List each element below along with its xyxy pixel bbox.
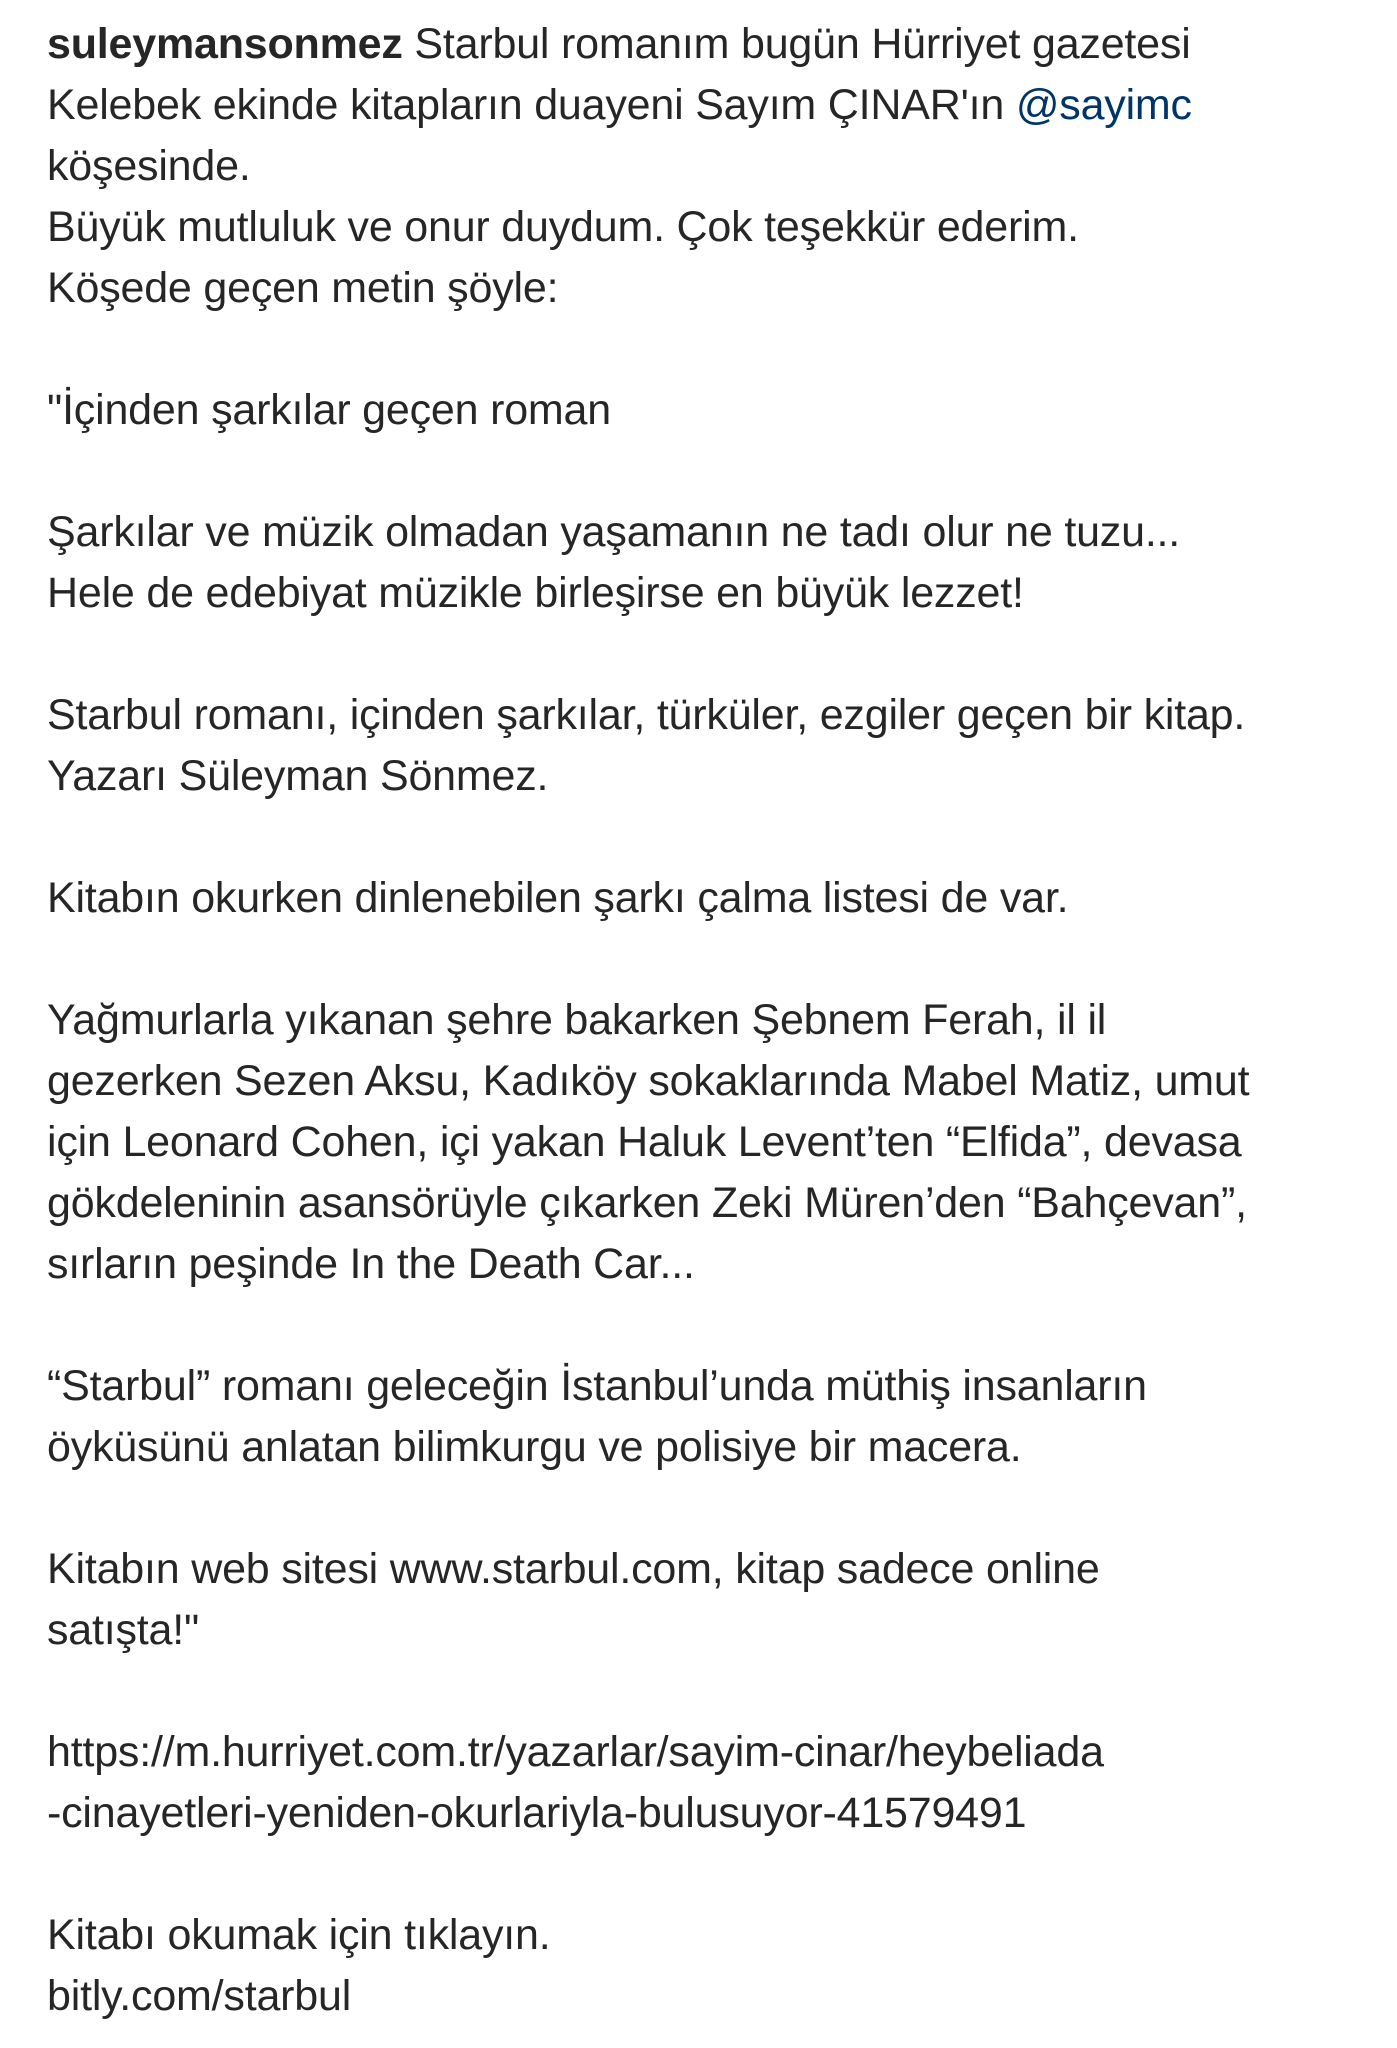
paragraph-gap bbox=[47, 1478, 1367, 1539]
caption-line: Yazarı Süleyman Sönmez. bbox=[47, 752, 549, 800]
caption-line: köşesinde. bbox=[47, 142, 251, 190]
article-url-line: -cinayetleri-yeniden-okurlariyla-bulusuyor-41579491 bbox=[47, 1789, 1027, 1837]
caption-line: Kitabı okumak için tıklayın. bbox=[47, 1911, 551, 1959]
paragraph-gap bbox=[47, 441, 1367, 502]
mention-link[interactable]: @sayimc bbox=[1015, 81, 1192, 129]
caption-line: sırların peşinde In the Death Car... bbox=[47, 1240, 695, 1288]
caption-text: Kelebek ekinde kitapların duayeni Sayım ÇINAR'ın bbox=[47, 81, 1016, 129]
caption-line: Starbul romanı, içinden şarkılar, türküler, ezgiler geçen bir kitap. bbox=[47, 691, 1246, 739]
caption-line: Kitabın okurken dinlenebilen şarkı çalma listesi de var. bbox=[47, 874, 1069, 922]
username-link[interactable]: suleymansonmez bbox=[47, 20, 403, 68]
caption-line: için Leonard Cohen, içi yakan Haluk Levent’ten “Elfida”, devasa bbox=[47, 1118, 1242, 1166]
paragraph-gap bbox=[47, 1295, 1367, 1356]
paragraph-gap bbox=[47, 1844, 1367, 1905]
caption-line: "İçinden şarkılar geçen roman bbox=[47, 386, 611, 434]
caption-line bbox=[47, 75, 1367, 136]
caption-text: Starbul romanım bugün Hürriyet gazetesi bbox=[402, 20, 1191, 68]
caption-line: Kitabın web sitesi www.starbul.com, kitap sadece online bbox=[47, 1545, 1100, 1593]
caption-line: öyküsünü anlatan bilimkurgu ve polisiye bir macera. bbox=[47, 1423, 1022, 1471]
caption-line: gökdeleninin asansörüyle çıkarken Zeki Müren’den “Bahçevan”, bbox=[47, 1179, 1247, 1227]
paragraph-gap bbox=[47, 319, 1367, 380]
short-link: bitly.com/starbul bbox=[47, 1972, 352, 2020]
paragraph-gap bbox=[47, 624, 1367, 685]
caption-line: Yağmurlarla yıkanan şehre bakarken Şebnem Ferah, il il bbox=[47, 996, 1107, 1044]
caption-line: Köşede geçen metin şöyle: bbox=[47, 264, 559, 312]
caption-line: Şarkılar ve müzik olmadan yaşamanın ne tadı olur ne tuzu... bbox=[47, 508, 1181, 556]
article-url-line: https://m.hurriyet.com.tr/yazarlar/sayim-cinar/heybeliada bbox=[47, 1728, 1104, 1776]
paragraph-gap bbox=[47, 1661, 1367, 1722]
caption-line bbox=[47, 14, 1367, 75]
caption-line: satışta!" bbox=[47, 1606, 200, 1654]
caption-line: Büyük mutluluk ve onur duydum. Çok teşekkür ederim. bbox=[47, 203, 1079, 251]
paragraph-gap bbox=[47, 807, 1367, 868]
caption-line: “Starbul” romanı geleceğin İstanbul’unda müthiş insanların bbox=[47, 1362, 1147, 1410]
caption-line: Hele de edebiyat müzikle birleşirse en büyük lezzet! bbox=[47, 569, 1024, 617]
caption-line: gezerken Sezen Aksu, Kadıköy sokaklarında Mabel Matiz, umut bbox=[47, 1057, 1250, 1105]
post-caption bbox=[47, 14, 1367, 2027]
paragraph-gap bbox=[47, 929, 1367, 990]
